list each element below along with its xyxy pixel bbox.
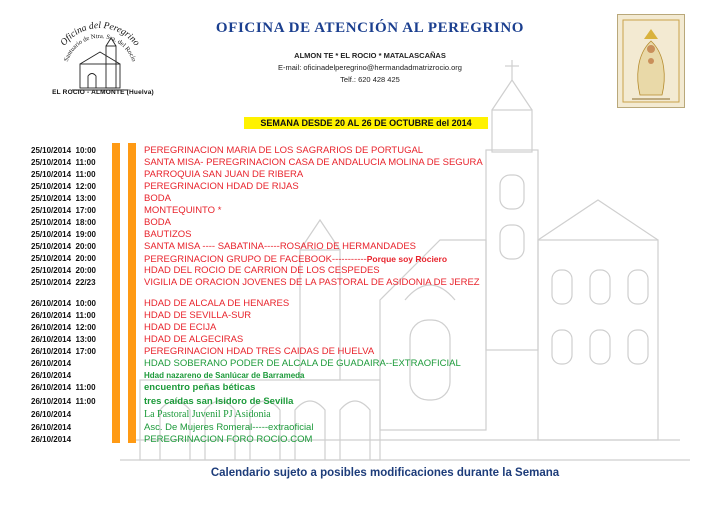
row-event: Hdad nazareno de Sanlúcar de Barrameda <box>144 371 305 380</box>
row-event: PARROQUIA SAN JUAN DE RIBERA <box>144 169 304 180</box>
week-banner: SEMANA DESDE 20 AL 26 DE OCTUBRE del 2014 <box>244 117 488 129</box>
row-event: BODA <box>144 193 171 204</box>
row-datetime: 26/10/2014 <box>31 435 72 444</box>
row-datetime: 26/10/2014 <box>31 371 72 380</box>
row-event: HDAD DEL ROCIO DE CARRION DE LOS CESPEDES <box>144 265 380 276</box>
row-extra-note: Porque soy Rociero <box>366 254 448 264</box>
row-event: HDAD DE ALGECIRAS <box>144 334 244 345</box>
row-datetime: 26/10/2014 11:00 <box>31 397 96 406</box>
row-event: BODA <box>144 217 171 228</box>
row-datetime: 25/10/2014 22/23 <box>31 278 96 287</box>
page-title: OFICINA DE ATENCIÓN AL PEREGRINO <box>215 20 525 36</box>
row-event: PEREGRINACION HDAD DE RIJAS <box>144 181 299 192</box>
header-address: ALMON TE * EL ROCIO * MATALASCAÑAS <box>294 51 446 60</box>
row-event: PEREGRINACION GRUPO DE FACEBOOK-----------Porque soy Rociero <box>144 254 448 265</box>
logo-caption: EL ROCIO - ALMONTE (Huelva) <box>52 89 154 96</box>
row-datetime: 26/10/2014 13:00 <box>31 335 96 344</box>
row-datetime: 25/10/2014 11:00 <box>31 170 96 179</box>
logo-arc-top: Oficina del Peregrino <box>58 20 142 49</box>
row-datetime: 26/10/2014 <box>31 423 72 432</box>
row-event: SANTA MISA- PEREGRINACION CASA DE ANDALUCIA MOLINA DE SEGURA <box>144 157 483 168</box>
row-event: HDAD DE ALCALA DE HENARES <box>144 298 290 309</box>
row-datetime: 25/10/2014 12:00 <box>31 182 96 191</box>
row-datetime: 26/10/2014 17:00 <box>31 347 96 356</box>
row-datetime: 25/10/2014 10:00 <box>31 146 96 155</box>
virgin-image <box>617 14 685 108</box>
row-event: SANTA MISA ---- SABATINA-----ROSARIO DE HERMANDADES <box>144 241 417 252</box>
orange-bar-right <box>128 143 136 443</box>
header-phone: Telf.: 620 428 425 <box>340 75 400 84</box>
row-event: encuentro peñas béticas <box>144 382 256 393</box>
row-datetime: 26/10/2014 <box>31 359 72 368</box>
row-datetime: 25/10/2014 18:00 <box>31 218 96 227</box>
row-event: PEREGRINACION HDAD TRES CAIDAS DE HUELVA <box>144 346 375 357</box>
row-event: tres caídas san Isidoro de Sevilla <box>144 396 294 407</box>
row-event: BAUTIZOS <box>144 229 192 240</box>
logo-arc-inner: Santuario de Ntra. Sra. del Rocío <box>62 32 138 63</box>
row-datetime: 26/10/2014 11:00 <box>31 311 96 320</box>
row-datetime: 25/10/2014 19:00 <box>31 230 96 239</box>
row-datetime: 26/10/2014 11:00 <box>31 383 96 392</box>
row-datetime: 26/10/2014 10:00 <box>31 299 96 308</box>
row-datetime: 25/10/2014 17:00 <box>31 206 96 215</box>
row-event: VIGILIA DE ORACION JOVENES DE LA PASTORAL DE ASIDONIA DE JEREZ <box>144 277 480 288</box>
row-event: La Pastoral Juvenil PJ Asidonia <box>144 409 271 420</box>
row-datetime: 25/10/2014 20:00 <box>31 254 96 263</box>
row-event: MONTEQUINTO * <box>144 205 222 216</box>
row-datetime: 26/10/2014 <box>31 410 72 419</box>
row-datetime: 25/10/2014 20:00 <box>31 242 96 251</box>
row-datetime: 26/10/2014 12:00 <box>31 323 96 332</box>
row-event: Asc. De Mujeres Romeral-----extraoficial <box>144 422 314 433</box>
row-event: HDAD SOBERANO PODER DE ALCALA DE GUADAIRA--EXTRAOFICIAL <box>144 358 461 369</box>
orange-bar-left <box>112 143 120 443</box>
footer-note: Calendario sujeto a posibles modificaciones durante la Semana <box>210 467 560 479</box>
row-datetime: 25/10/2014 11:00 <box>31 158 96 167</box>
row-event: HDAD DE ECIJA <box>144 322 217 333</box>
header-email: E-mail: oficinadelperegrino@hermandadmatrizrocio.org <box>278 63 462 72</box>
row-event: PEREGRINACION MARIA DE LOS SAGRARIOS DE PORTUGAL <box>144 145 424 156</box>
row-event: PEREGRINACION FORO ROCIO.COM <box>144 434 313 445</box>
row-datetime: 25/10/2014 13:00 <box>31 194 96 203</box>
row-datetime: 25/10/2014 20:00 <box>31 266 96 275</box>
row-event: HDAD DE SEVILLA-SUR <box>144 310 252 321</box>
